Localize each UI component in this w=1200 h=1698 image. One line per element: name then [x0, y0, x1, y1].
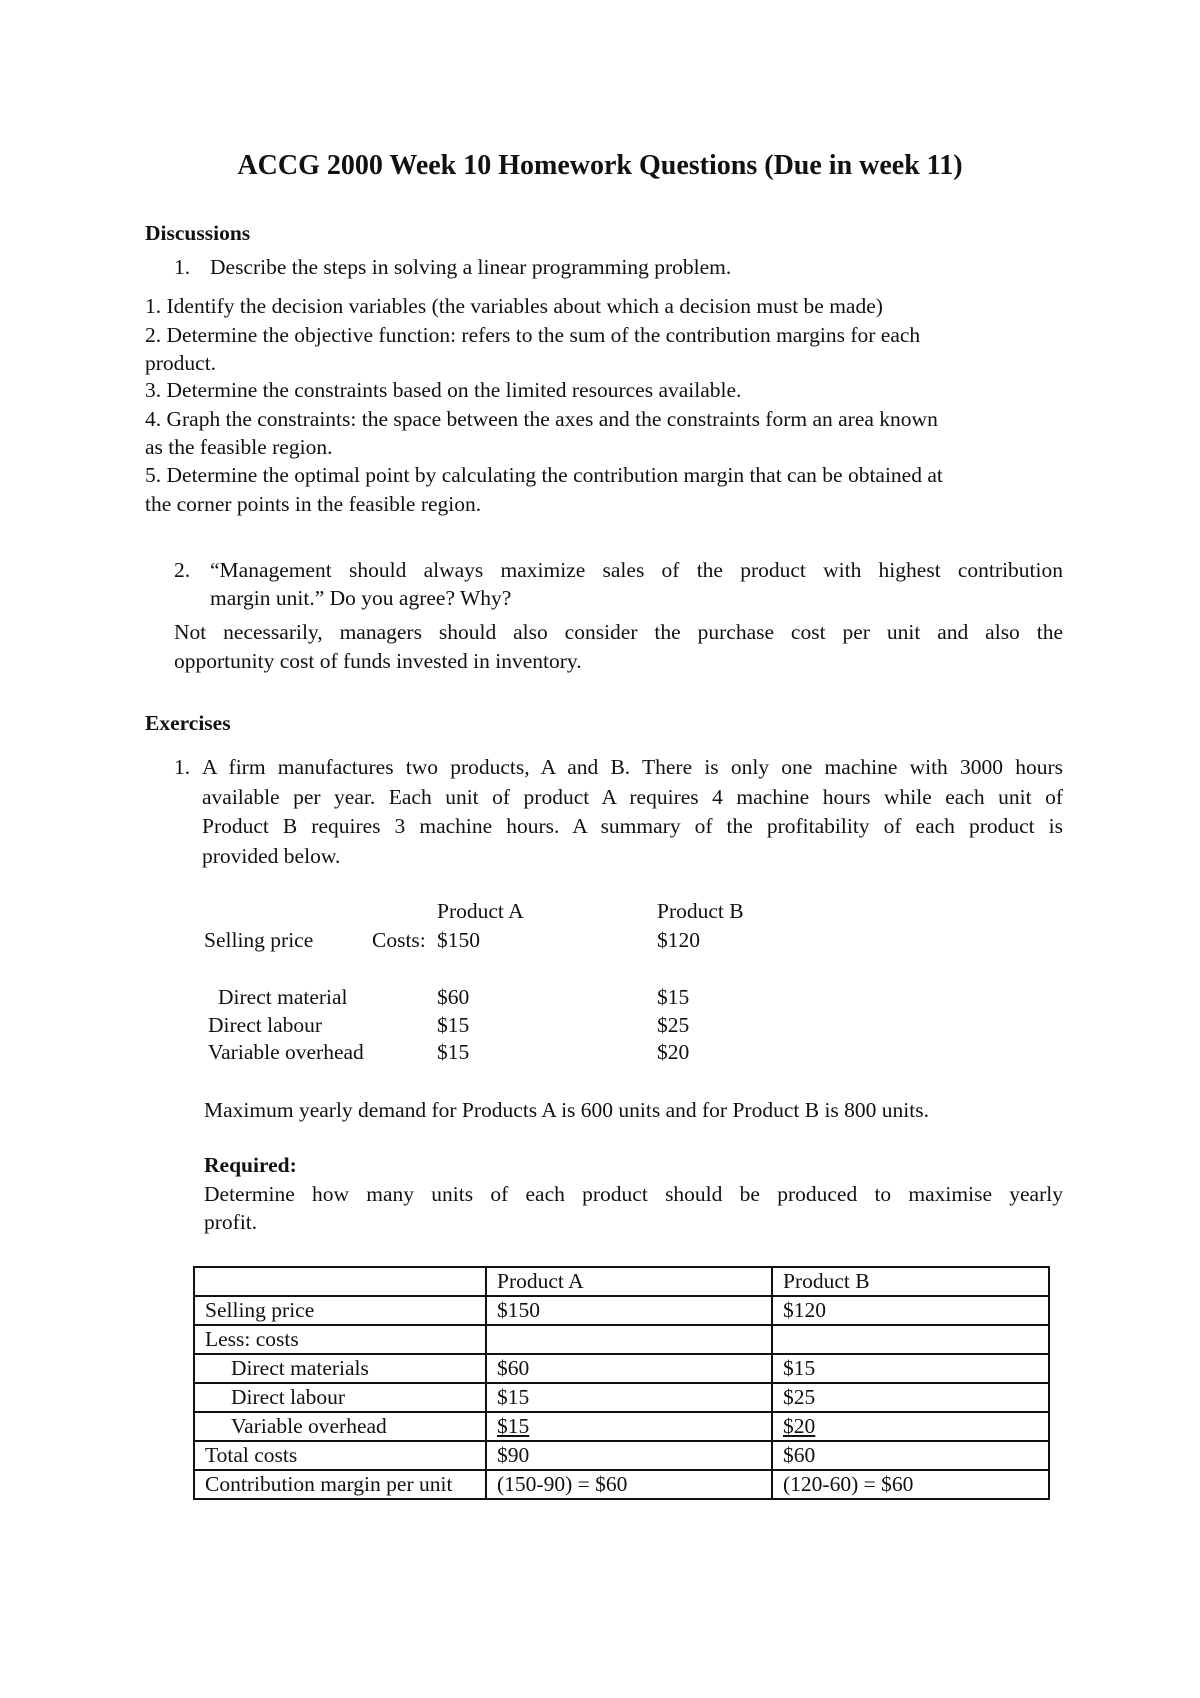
question-text: margin unit.” Do you agree? Why?	[210, 586, 512, 610]
demand-text: Maximum yearly demand for Products A is 600 units and for Product B is 800 units.	[204, 1098, 929, 1122]
exercise-text: Product B requires 3 machine hours. A summary of the profitability of each product is	[202, 814, 1063, 838]
answer-line: 4. Graph the constraints: the space between the axes and the constraints form an area known	[145, 407, 938, 431]
answer-line: the corner points in the feasible region.	[145, 492, 482, 516]
question-number: 2.	[174, 558, 191, 582]
table-row	[194, 1296, 1049, 1325]
summary-value: $25	[657, 1013, 690, 1037]
summary-row-label: Direct labour	[208, 1013, 323, 1037]
question-number: 1.	[174, 255, 191, 279]
table-cell	[486, 1325, 772, 1354]
answer-line: 3. Determine the constraints based on the limited resources available.	[145, 378, 742, 402]
required-heading: Required:	[204, 1153, 297, 1177]
table-cell: (120-60) = $60	[772, 1470, 1049, 1499]
question-text: “Management should always maximize sales of the product with highest contribution	[210, 558, 1063, 582]
table-cell	[772, 1325, 1049, 1354]
required-text: profit.	[204, 1210, 258, 1234]
table-cell	[772, 1412, 1049, 1441]
table-cell: $15	[772, 1354, 1049, 1383]
underlined-value: $20	[783, 1414, 816, 1438]
exercise-text: A firm manufactures two products, A and B. There is only one machine with 3000 hours	[202, 755, 1063, 779]
answer-line: product.	[145, 351, 217, 375]
underlined-value: $15	[497, 1414, 530, 1438]
table-header-row	[194, 1267, 1049, 1296]
table-cell: Direct materials	[194, 1354, 486, 1383]
table-row	[194, 1383, 1049, 1412]
summary-value: $120	[657, 928, 700, 952]
summary-value: $15	[657, 985, 690, 1009]
table-row	[194, 1441, 1049, 1470]
table-cell: Contribution margin per unit	[194, 1470, 486, 1499]
profitability-table	[193, 1266, 1050, 1500]
summary-costs-label: Costs:	[372, 928, 426, 952]
summary-header-a: Product A	[437, 899, 524, 923]
summary-header-b: Product B	[657, 899, 744, 923]
table-cell	[194, 1267, 486, 1296]
answer-line: 1. Identify the decision variables (the variables about which a decision must be made)	[145, 294, 883, 318]
table-header-cell: Product A	[486, 1267, 772, 1296]
exercise-text: available per year. Each unit of product A requires 4 machine hours while each unit of	[202, 785, 1063, 809]
table-cell: Direct labour	[194, 1383, 486, 1412]
answer-line: Not necessarily, managers should also consider the purchase cost per unit and also the	[174, 620, 1063, 644]
question-text: Describe the steps in solving a linear programming problem.	[210, 255, 732, 279]
table-cell: Total costs	[194, 1441, 486, 1470]
summary-row-label: Direct material	[218, 985, 348, 1009]
answer-line: opportunity cost of funds invested in inventory.	[174, 649, 582, 673]
table-cell	[486, 1412, 772, 1441]
summary-value: $20	[657, 1040, 690, 1064]
summary-value: $150	[437, 928, 480, 952]
exercise-text: provided below.	[202, 844, 341, 868]
table-cell: $15	[486, 1383, 772, 1412]
page-title: ACCG 2000 Week 10 Homework Questions (Due in week 11)	[237, 150, 963, 181]
required-text: Determine how many units of each product should be produced to maximise yearly	[204, 1182, 1063, 1206]
summary-value: $15	[437, 1040, 470, 1064]
table-cell: Less: costs	[194, 1325, 486, 1354]
discussions-heading: Discussions	[145, 221, 251, 245]
table-cell: $150	[486, 1296, 772, 1325]
table-cell: $120	[772, 1296, 1049, 1325]
summary-value: $15	[437, 1013, 470, 1037]
answer-line: 2. Determine the objective function: refers to the sum of the contribution margins for each	[145, 323, 921, 347]
table-cell: $60	[486, 1354, 772, 1383]
summary-selling-price-label: Selling price	[204, 928, 314, 952]
table-row	[194, 1470, 1049, 1499]
table-row	[194, 1325, 1049, 1354]
table-row	[194, 1354, 1049, 1383]
answer-line: 5. Determine the optimal point by calculating the contribution margin that can be obtained at	[145, 463, 943, 487]
table-header-cell: Product B	[772, 1267, 1049, 1296]
summary-value: $60	[437, 985, 470, 1009]
table-cell: $25	[772, 1383, 1049, 1412]
table-cell: (150-90) = $60	[486, 1470, 772, 1499]
table-cell: Variable overhead	[194, 1412, 486, 1441]
exercise-number: 1.	[174, 755, 191, 779]
exercises-heading: Exercises	[145, 711, 231, 735]
table-row	[194, 1412, 1049, 1441]
table-cell: $90	[486, 1441, 772, 1470]
table-cell: $60	[772, 1441, 1049, 1470]
answer-line: as the feasible region.	[145, 435, 333, 459]
table-cell: Selling price	[194, 1296, 486, 1325]
summary-row-label: Variable overhead	[208, 1040, 364, 1064]
